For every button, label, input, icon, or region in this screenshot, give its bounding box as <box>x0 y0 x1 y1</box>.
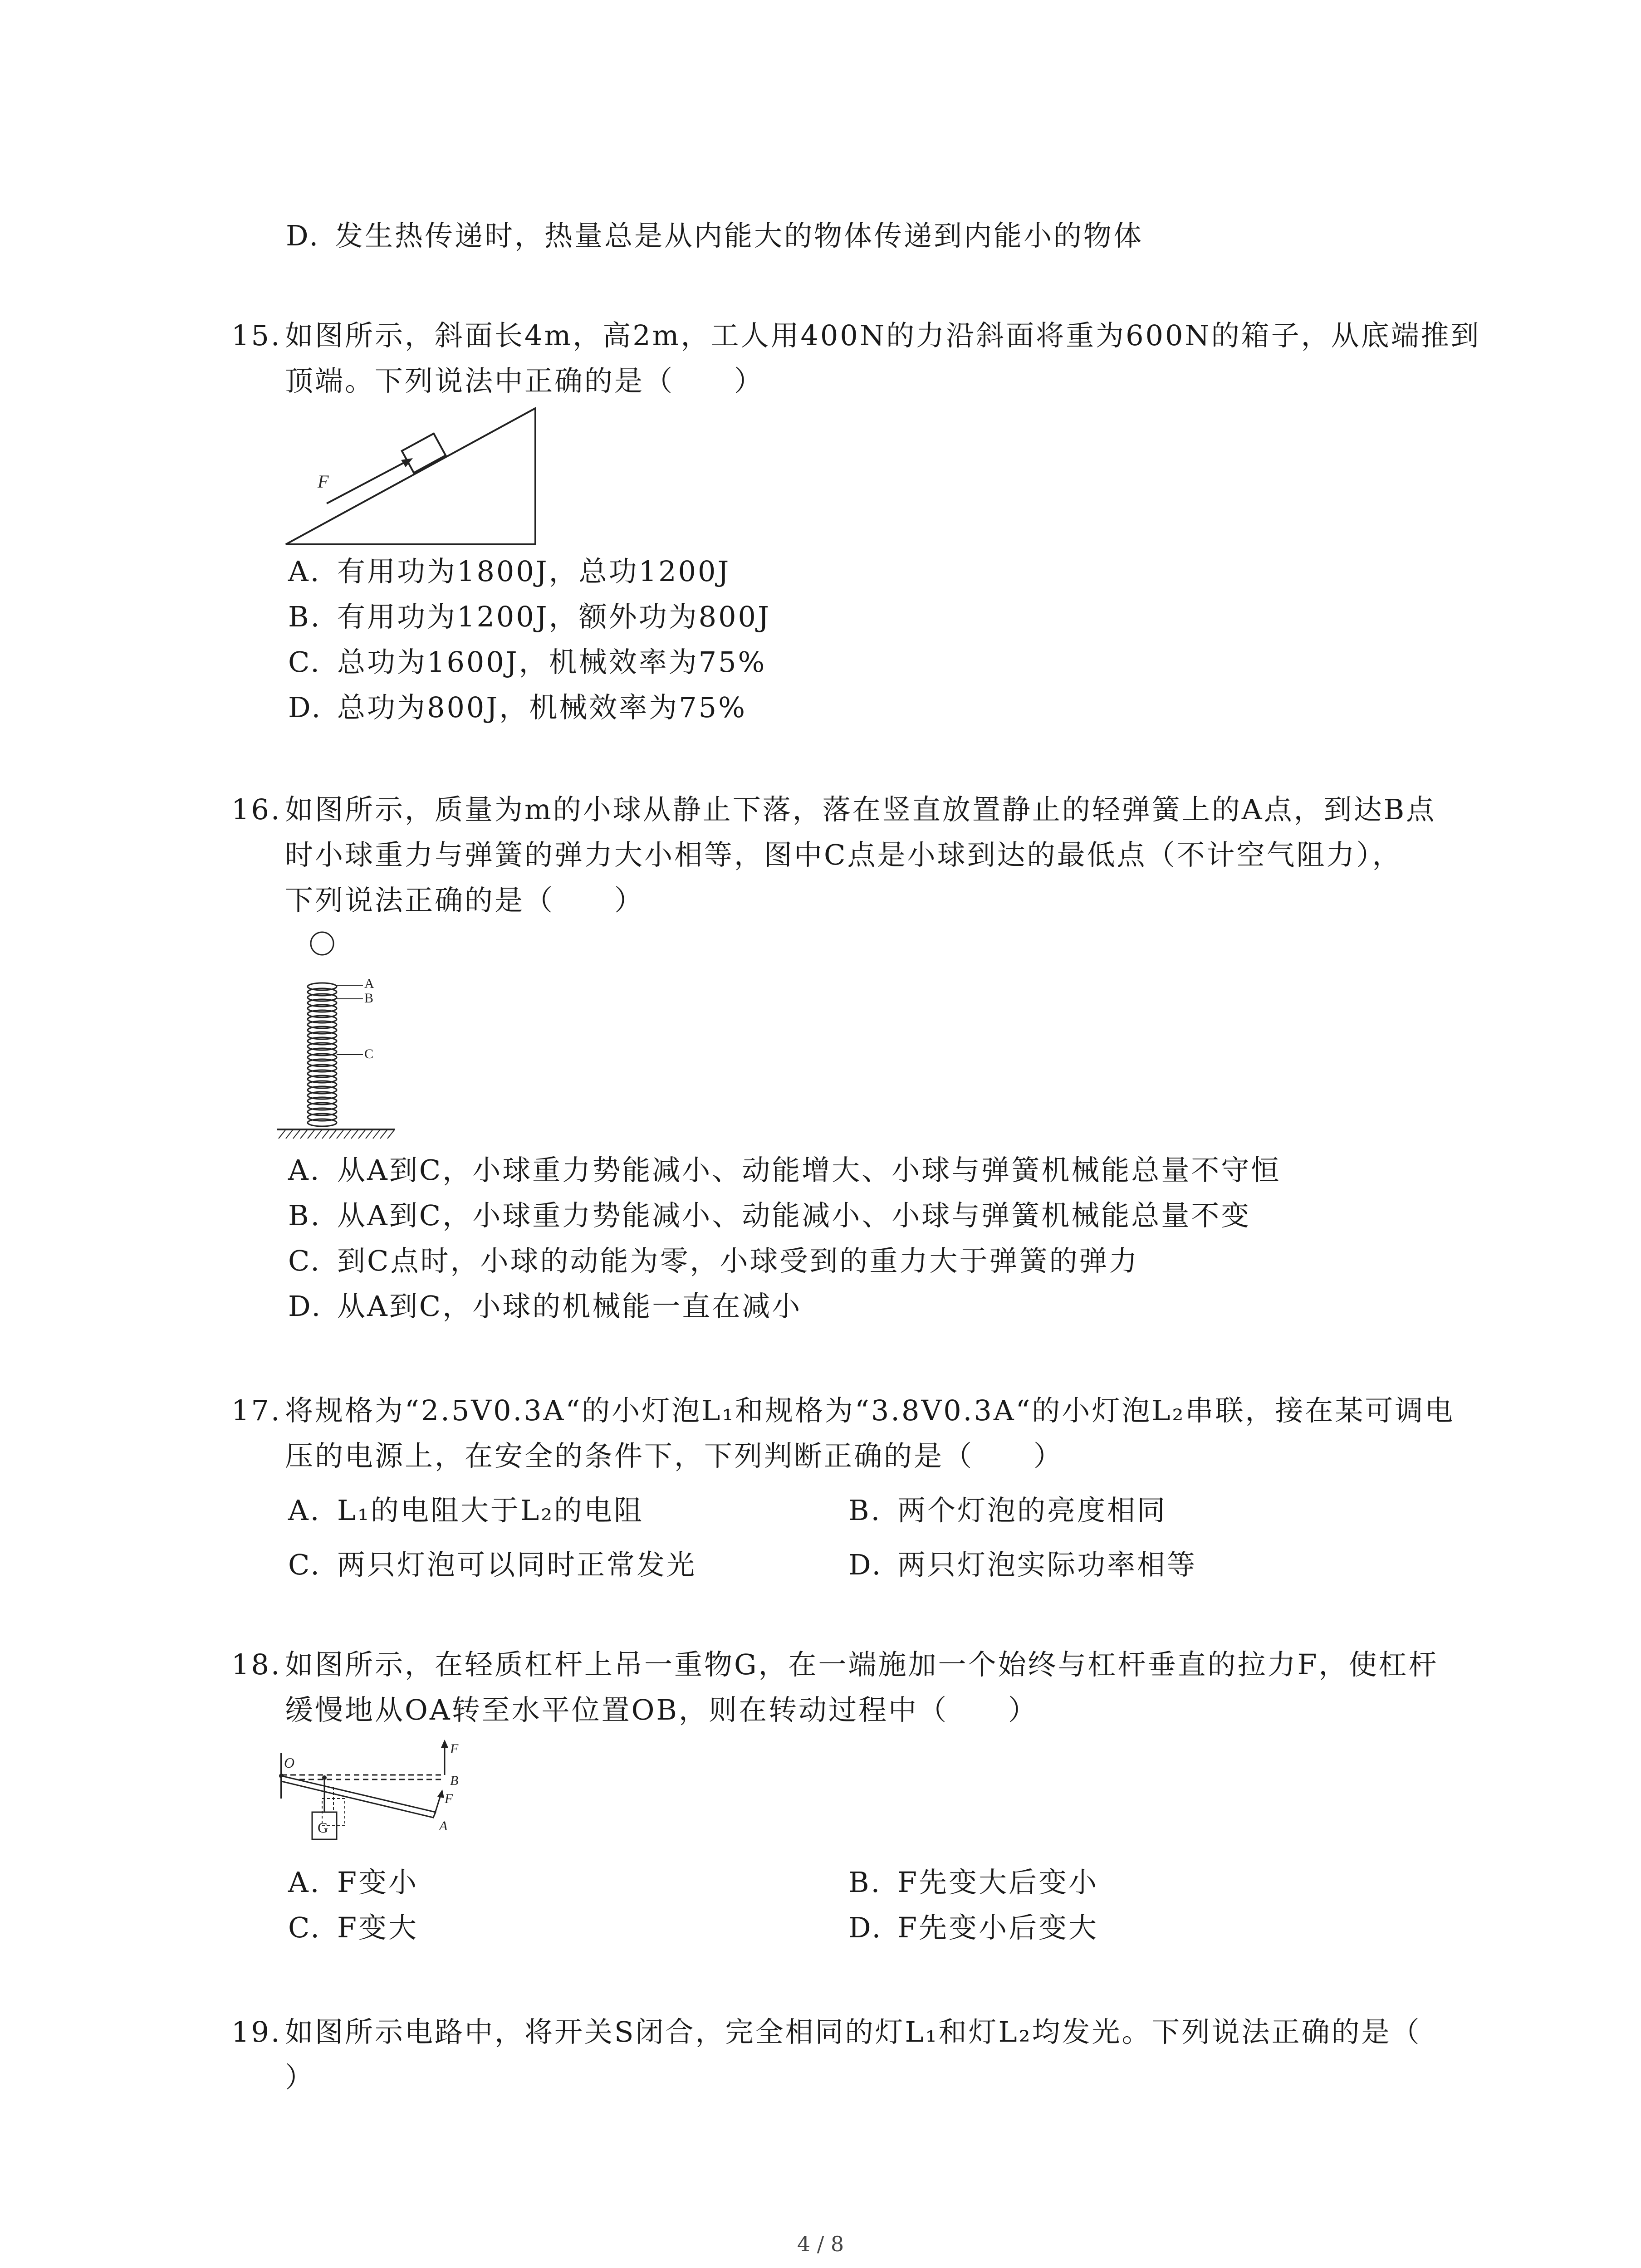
question-19-line-1 <box>231 2014 1421 2050</box>
option-letter: A. <box>288 1866 321 1899</box>
question-number: 17. <box>231 1394 282 1427</box>
question-18-line-2: 缓慢地从OA转至水平位置OB，则在转动过程中（ ） <box>285 1693 1038 1726</box>
option-letter: C. <box>288 1244 321 1277</box>
option-letter: C. <box>288 1548 321 1581</box>
label-g: G <box>318 1819 328 1836</box>
q17-option-d <box>848 1547 1197 1583</box>
force-arrowhead-a <box>437 1789 444 1798</box>
force-arrow <box>327 460 408 503</box>
q15-option-b <box>288 599 771 635</box>
label-a: A <box>439 1818 448 1833</box>
option-letter: B. <box>288 1199 322 1232</box>
q15-option-d <box>288 689 747 726</box>
option-letter: D. <box>286 219 320 252</box>
option-letter: B. <box>848 1494 882 1527</box>
ball <box>311 932 333 955</box>
option-text: 发生热传递时，热量总是从内能大的物体传递到内能小的物体 <box>335 219 1144 252</box>
question-16-line-1 <box>231 792 1436 828</box>
spring <box>308 983 337 1126</box>
box <box>402 434 446 473</box>
q18-option-b <box>848 1864 1098 1901</box>
question-text: 如图所示电路中，将开关S闭合，完全相同的灯L₁和灯L₂均发光。下列说法正确的是（ <box>285 2015 1421 2048</box>
option-text: 从A到C，小球的机械能一直在减小 <box>337 1290 802 1323</box>
option-text: F先变大后变小 <box>897 1866 1099 1899</box>
label-f-b: F <box>450 1741 459 1756</box>
question-15-line-2: 顶端。下列说法中正确的是（ ） <box>285 364 764 397</box>
label-f-a: F <box>445 1791 453 1806</box>
question-15-line-1 <box>231 318 1481 354</box>
option-text: 两只灯泡实际功率相等 <box>897 1548 1197 1581</box>
question-text: 将规格为“2.5V0.3A“的小灯泡L₁和规格为“3.8V0.3A“的小灯泡L₂串联，接在某可调电 <box>285 1394 1455 1427</box>
lever-oa <box>281 1776 436 1818</box>
option-letter: C. <box>288 1911 321 1944</box>
question-number: 15. <box>231 319 282 352</box>
option-text: L₁的电阻大于L₂的电阻 <box>337 1494 644 1527</box>
lever-figure <box>272 1740 508 1857</box>
option-letter: D. <box>288 691 323 724</box>
option-d-prev <box>286 218 1143 254</box>
question-text: 如图所示，斜面长4m，高2m，工人用400N的力沿斜面将重为600N的箱子，从底端推到 <box>285 319 1481 352</box>
label-o: O <box>284 1755 295 1771</box>
q18-option-c <box>288 1910 418 1946</box>
page-number: 4 / 8 <box>797 2232 844 2256</box>
option-text: F先变小后变大 <box>897 1911 1099 1944</box>
option-text: F变大 <box>337 1911 419 1944</box>
q18-option-a <box>288 1864 418 1901</box>
question-18-line-1 <box>231 1647 1439 1683</box>
q15-option-c <box>288 644 766 680</box>
question-17-line-2: 压的电源上，在安全的条件下，下列判断正确的是（ ） <box>285 1439 1064 1472</box>
option-text: 两只灯泡可以同时正常发光 <box>337 1548 697 1581</box>
q15-option-a <box>288 553 730 590</box>
label-c: C <box>364 1046 374 1061</box>
option-letter: D. <box>848 1548 883 1581</box>
spring-figure <box>272 930 426 1148</box>
question-17-line-1 <box>231 1393 1455 1429</box>
option-text: 总功为800J，机械效率为75% <box>337 691 747 724</box>
option-text: 有用功为1800J，总功1200J <box>337 555 731 588</box>
option-letter: A. <box>288 1154 321 1187</box>
question-16-line-3: 下列说法正确的是（ ） <box>285 884 645 917</box>
ground-hatch <box>279 1129 395 1139</box>
question-16-line-2: 时小球重力与弹簧的弹力大小相等，图中C点是小球到达的最低点（不计空气阻力）， <box>285 838 1402 871</box>
option-text: 有用功为1200J，额外功为800J <box>337 600 771 633</box>
option-letter: B. <box>288 600 322 633</box>
force-arrowhead-b <box>441 1740 448 1748</box>
q18-option-d <box>848 1910 1098 1946</box>
option-letter: C. <box>288 645 321 679</box>
option-text: 从A到C，小球重力势能减小、动能减小、小球与弹簧机械能总量不变 <box>337 1199 1251 1232</box>
option-text: 两个灯泡的亮度相同 <box>897 1494 1167 1527</box>
option-text: 总功为1600J，机械效率为75% <box>337 645 767 679</box>
q16-option-c <box>288 1243 1139 1279</box>
question-text: 如图所示，质量为m的小球从静止下落，落在竖直放置静止的轻弹簧上的A点，到达B点 <box>285 793 1436 826</box>
q16-option-a <box>288 1152 1281 1188</box>
option-letter: D. <box>288 1290 323 1323</box>
q17-option-a <box>288 1492 644 1529</box>
label-b: B <box>450 1773 459 1788</box>
option-text: 到C点时，小球的动能为零，小球受到的重力大于弹簧的弹力 <box>337 1244 1139 1277</box>
question-19-line-2: ） <box>285 2061 315 2094</box>
q16-option-d <box>288 1288 802 1325</box>
option-letter: D. <box>848 1911 883 1944</box>
force-label: F <box>318 471 329 492</box>
q16-option-b <box>288 1198 1251 1234</box>
label-a: A <box>364 976 374 991</box>
option-text: 从A到C，小球重力势能减小、动能增大、小球与弹簧机械能总量不守恒 <box>337 1154 1281 1187</box>
q17-option-c <box>288 1547 696 1583</box>
option-letter: A. <box>288 555 321 588</box>
question-number: 19. <box>231 2015 282 2048</box>
question-number: 18. <box>231 1648 282 1681</box>
label-b: B <box>364 991 374 1006</box>
option-letter: B. <box>848 1866 882 1899</box>
incline-figure <box>281 404 544 549</box>
question-number: 16. <box>231 793 282 826</box>
option-text: F变小 <box>337 1866 419 1899</box>
q17-option-b <box>848 1492 1167 1529</box>
option-letter: A. <box>288 1494 321 1527</box>
question-text: 如图所示，在轻质杠杆上吊一重物G，在一端施加一个始终与杠杆垂直的拉力F，使杠杆 <box>285 1648 1439 1681</box>
